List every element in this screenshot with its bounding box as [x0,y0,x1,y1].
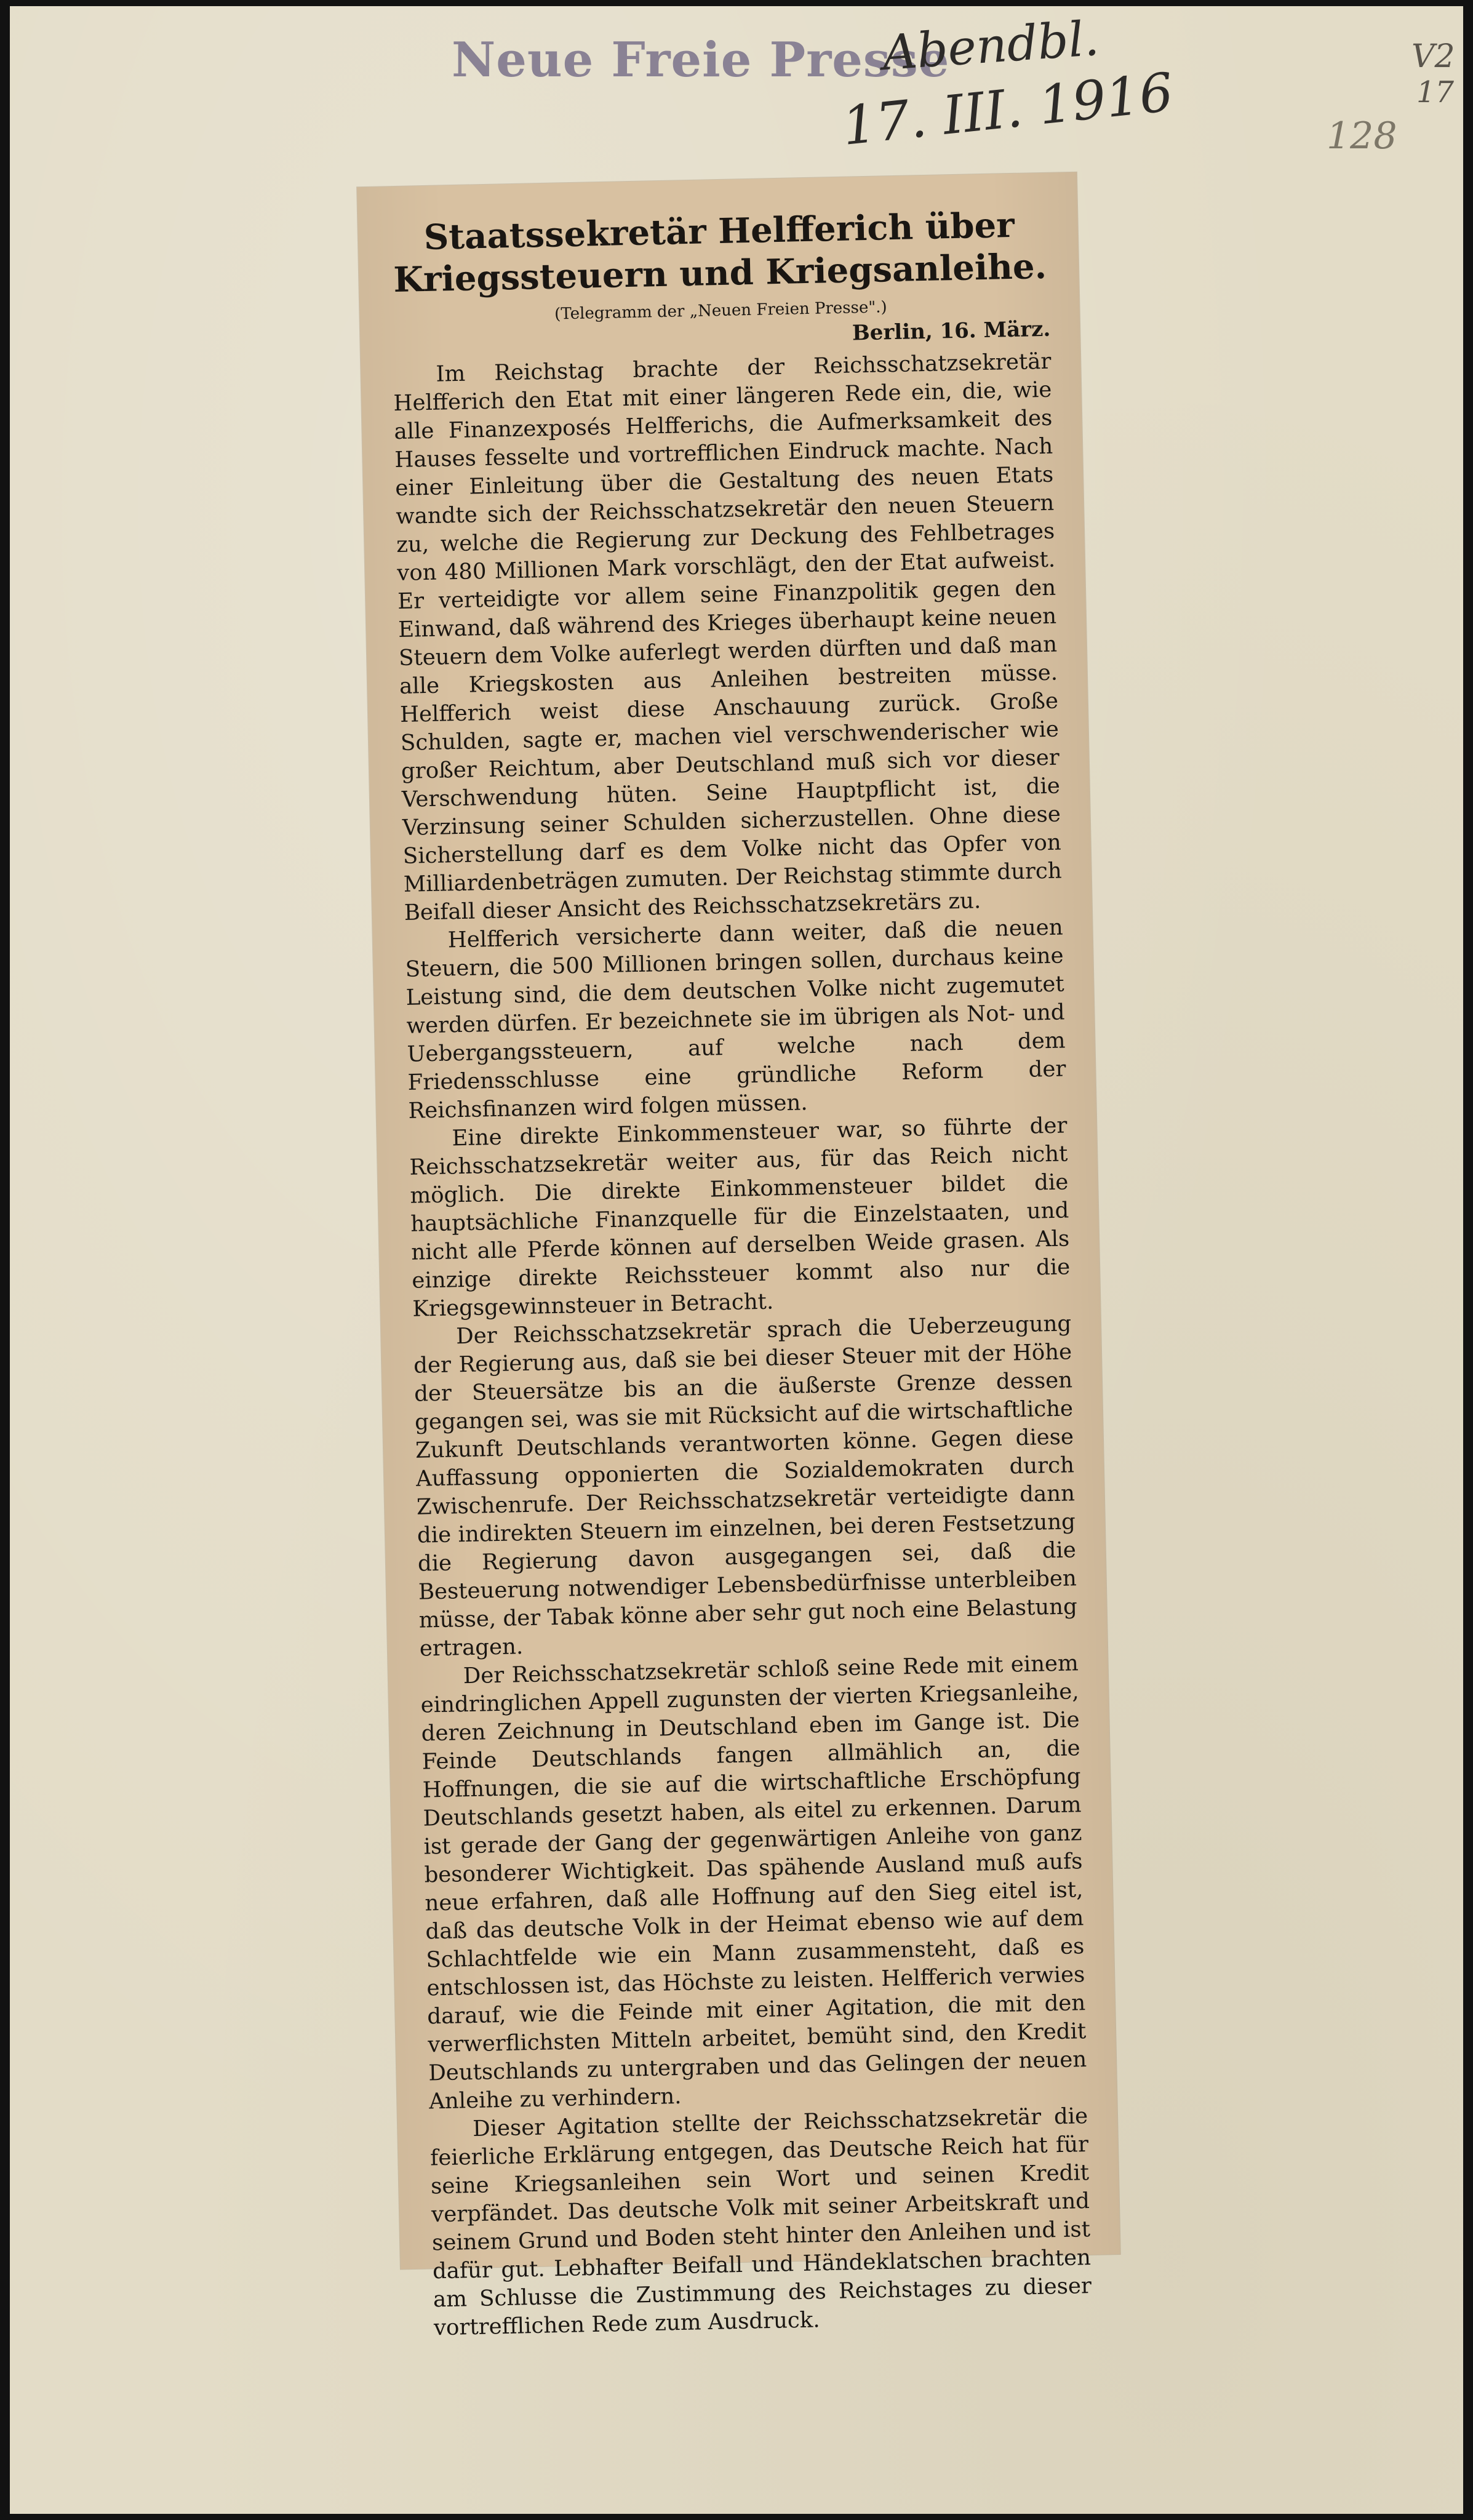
clipping-content [389,204,1092,2343]
archive-sheet [10,6,1463,2514]
corner-mark-bottom: 17 [1416,75,1455,110]
article-body [393,348,1092,2343]
article-paragraph: Der Reichsschatzsekretär schloß seine Rede mit einem eindringlichen Appell zugunsten der vierten Kriegsanleihe, deren Zeichnung in Deutschland eben im Gange ist. Die Feinde Deutschlands fangen allmählich an, die Hoffnungen, die sie auf die wirtschaftliche Erschöpfung Deutschlands gesetzt haben, als eitel zu erkennen. Darum ist gerade der Gang der gegenwärtigen Anleihe von ganz besonderer Wichtigkeit. Das spähende Ausland muß aufs neue erfahren, daß alle Hoffnung auf den Sieg eitel ist, daß das deutsche Volk in der Heimat ebenso wie auf dem Schlachtfelde wie ein Mann zusammensteht, daß es entschlossen ist, das Höchste zu leisten. Helfferich verwies darauf, wie die Feinde mit einer Agitation, die mit den verwerflichsten Mitteln arbeitet, bemüht sind, den Kredit Deutschlands zu untergraben und das Gelingen der neuen Anleihe zu verhindern. [420,1650,1087,2114]
newspaper-clipping [357,172,1120,2341]
publication-stamp: Neue Freie Presse [452,32,950,88]
article-paragraph: Im Reichstag brachte der Reichsschatzsekretär Helfferich den Etat mit einer längeren Rede ein, die, wie alle Finanzexposés Helfferichs, die Aufmerksamkeit des Hauses fesselte und vortrefflichen Eindruck machte. Nach einer Einleitung über die Gestaltung des neuen Etats wandte sich der Reichsschatzsekretär den neuen Steuern zu, welche die Regierung zur Deckung des Fehlbetrages von 480 Millionen Mark vorschlägt, den der Etat aufweist. Er verteidigte vor allem seine Finanzpolitik gegen den Einwand, daß während des Krieges überhaupt keine neuen Steuern dem Volke auferlegt werden dürften und daß man alle Kriegskosten aus Anleihen bestreiten müsse. Helfferich weist diese Anschauung zurück. Große Schulden, sagte er, machen viel verschwenderischer wie großer Reichtum, aber Deutschland muß sich vor dieser Verschwendung hüten. Seine Hauptpflicht ist, die Verzinsung seiner Schulden sicherzustellen. Ohne diese Sicherstellung darf es dem Volke nicht das Opfer von Milliardenbeträgen zumuten. Der Reichstag stimmte durch Beifall dieser Ansicht des Reichsschatzsekretärs zu. [393,348,1063,926]
article-paragraph: Dieser Agitation stellte der Reichsschatzsekretär die feierliche Erklärung entgegen, das Deutsche Reich hat für seine Kriegsanleihen sein Wort und seinen Kredit verpfändet. Das deutsche Volk mit seiner Arbeitskraft und seinem Grund und Boden steht hinter den Anleihen und ist dafür gut. Lebhafter Beifall und Händeklatschen brachten am Schlusse die Zustimmung des Reichstages zu dieser vortrefflichen Rede zum Ausdruck. [429,2103,1092,2341]
article-paragraph: Helfferich versicherte dann weiter, daß die neuen Steuern, die 500 Millionen bringen sollen, durchaus keine Leistung sind, die dem deutschen Volke nicht zugemutet werden dürfen. Er bezeichnete sie im übrigen als Not- und Uebergangssteuern, auf welche nach dem Friedensschlusse eine gründliche Reform der Reichsfinanzen wird folgen müssen. [405,914,1066,1124]
article-paragraph: Eine direkte Einkommensteuer war, so führte der Reichsschatzsekretär weiter aus, für das Reich nicht möglich. Die direkte Einkommensteuer bildet die hauptsächliche Finanzquelle für die Einzelstaaten, und nicht alle Pferde können auf derselben Weide grasen. Als einzige direkte Reichssteuer kommt also nur die Kriegsgewinnsteuer in Betracht. [409,1113,1071,1322]
article-dateline: Berlin, 16. März. [852,316,1051,346]
article-source-line: (Telegramm der „Neuen Freien Presse".) [554,298,887,324]
folio-number: 128 [1327,114,1397,158]
handwritten-date-note: 17. III. 1916 [839,62,1176,158]
article-paragraph: Der Reichsschatzsekretär sprach die Ueberzeugung der Regierung aus, daß sie bei dieser Steuer mit der Höhe der Steuersätze bis an die äußerste Grenze dessen gegangen sei, was sie mit Rücksicht auf die wirtschaftliche Zukunft Deutschlands verantworten könne. Gegen diese Auffassung opponierten die Sozialdemokraten durch Zwischenrufe. Der Reichsschatzsekretär verteidigte dann die indirekten Steuern im einzelnen, bei deren Festsetzung die Regierung davon ausgegangen sei, daß die Besteuerung notwendiger Lebensbedürfnisse unterbleiben müsse, der Tabak könne aber sehr gut noch eine Belastung ertragen. [413,1311,1078,1662]
corner-mark-top: V2 [1411,38,1455,75]
handwritten-edition-note: Abendbl. [880,10,1101,82]
article-headline: Staatssekretär Helfferich über Kriegssteuern und Kriegsanleihe. [393,204,1047,301]
